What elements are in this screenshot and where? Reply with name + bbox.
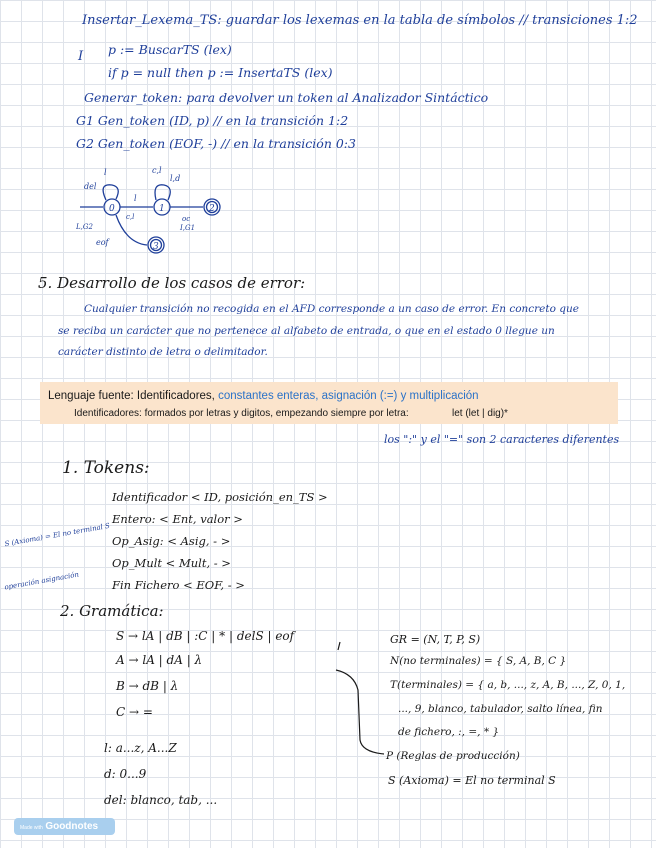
margin-note-siempre: operación asignación [3, 570, 80, 592]
line-g1: G1 Gen_token (ID, p) // en la transición 1:2 [76, 113, 349, 128]
gr-terminals-3: de fichero, :, =, * } [398, 726, 500, 738]
token-eof: Fin Fichero < EOF, - > [112, 578, 245, 592]
state-1-label: 1 [159, 204, 165, 214]
tokens-title: 1. Tokens: [62, 458, 150, 478]
line-insertar-lexema: Insertar_Lexema_TS: guardar los lexemas en la tabla de símbolos // transiciones 1:2 [82, 13, 638, 28]
rule-s: S → lA | dB | :C | * | delS | eof [116, 629, 295, 643]
box-line2: Identificadores: formados por letras y digitos, empezando siempre por letra: [74, 408, 409, 419]
box-line1 [48, 390, 479, 402]
error-paragraph-line3: carácter distinto de letra o delimitador. [58, 346, 268, 358]
line-marker-i: I [78, 49, 84, 64]
state-2-label: 2 [209, 204, 215, 214]
token-op-mult: Op_Mult < Mult, - > [112, 556, 231, 570]
edge-0-1-label-b: c,l [126, 213, 135, 221]
loop-1-label: l,d [170, 174, 181, 183]
line-generar-token: Generar_token: para devolver un token al Analizador Sintáctico [84, 90, 489, 105]
error-paragraph-line1: Cualquier transición no recogida en el AFD corresponde a un caso de error. En concreto que [84, 303, 579, 315]
def-digits: d: 0...9 [104, 767, 147, 781]
margin-note-asignacion: S (Axioma) = El no terminal S [4, 521, 111, 549]
grammar-title: 2. Gramática: [60, 602, 164, 620]
l-above-label: l [104, 168, 107, 177]
l-g2-label: L,G2 [76, 223, 93, 231]
line-g2: G2 Gen_token (EOF, -) // en la transición 0:3 [76, 136, 356, 151]
gr-productions: P (Reglas de producción) [386, 750, 520, 762]
def-letters: l: a...z, A...Z [104, 741, 177, 755]
cl-above-label: c,l [152, 166, 162, 175]
goodnotes-badge: Made with Goodnotes [14, 818, 115, 835]
automata-diagram [76, 165, 236, 260]
box-line1-blue: constantes enteras, asignación (:=) y multiplicación [218, 390, 479, 402]
rule-c: C → = [116, 705, 153, 719]
gr-terminals-1: T(terminales) = { a, b, ..., z, A, B, ..., Z, 0, 1, [390, 679, 626, 691]
source-language-box [40, 382, 618, 424]
box-line2-regex: let (let | dig)* [452, 408, 508, 419]
token-entero: Entero: < Ent, valor > [112, 512, 243, 526]
gr-definition: GR = (N, T, P, S) [390, 633, 481, 646]
gr-axiom: S (Axioma) = El no terminal S [388, 774, 556, 787]
loop-1 [155, 185, 170, 200]
line-if-null: if p = null then p := InsertaTS (lex) [108, 65, 333, 80]
section-5-title: 5. Desarrollo de los casos de error: [38, 274, 306, 292]
state-3-label: 3 [153, 242, 159, 252]
gr-terminals-2: ..., 9, blanco, tabulador, salto línea, fin [398, 703, 603, 715]
loop-0-label: del [84, 182, 97, 191]
line-buscar: p := BuscarTS (lex) [108, 42, 232, 57]
loop-0 [103, 185, 118, 200]
gr-nonterminals: N(no terminales) = { S, A, B, C } [390, 655, 567, 667]
rule-b: B → dB | λ [116, 679, 179, 693]
grammar-brace [318, 640, 398, 760]
edge-1-2-label-b: I,G1 [180, 224, 196, 232]
token-op-asig: Op_Asig: < Asig, - > [112, 534, 231, 548]
error-paragraph-line2: se reciba un carácter que no pertenece al alfabeto de entrada, o que en el estado 0 llegue un [58, 325, 555, 337]
box-line1-black: Lenguaje fuente: Identificadores, [48, 390, 219, 402]
colon-equal-note: los ":" y el "=" son 2 caracteres diferentes [384, 433, 620, 446]
eof-label: eof [96, 238, 109, 247]
token-identificador: Identificador < ID, posición_en_TS > [112, 490, 328, 504]
def-delimiters: del: blanco, tab, ... [104, 793, 218, 807]
edge-0-1-label: l [134, 194, 137, 203]
edge-1-2-label: oc [182, 215, 191, 223]
rule-a: A → lA | dA | λ [116, 653, 203, 667]
state-0-label: 0 [109, 204, 115, 214]
